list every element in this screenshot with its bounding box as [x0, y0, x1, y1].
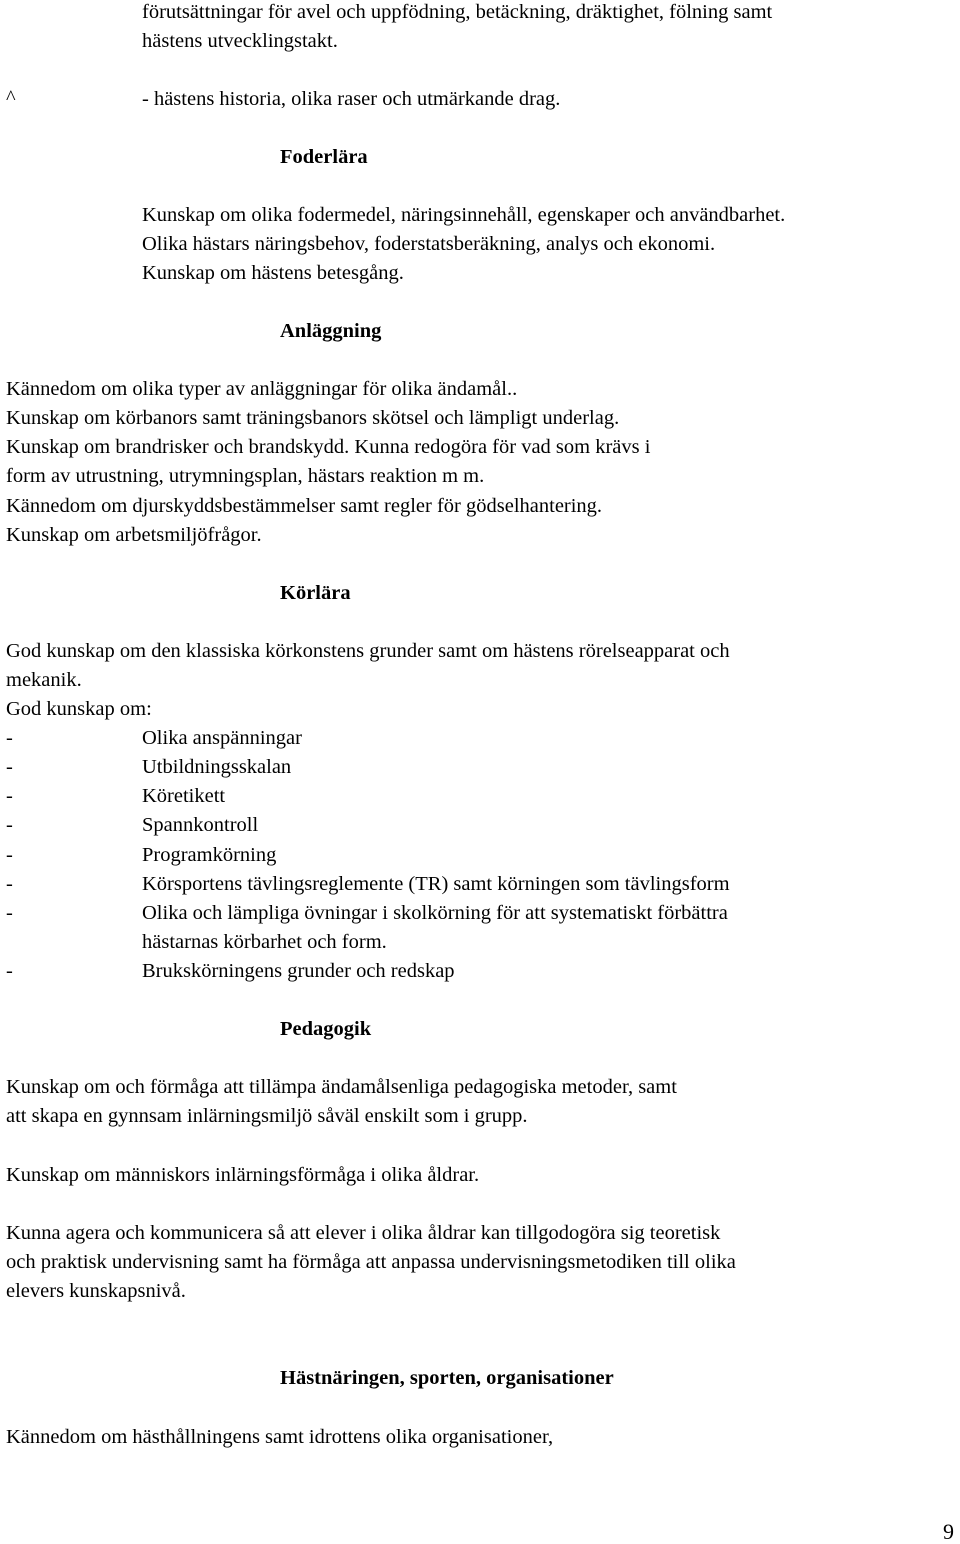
korlara-intro-line-3: God kunskap om:: [6, 698, 152, 720]
heading-hastnaringen: Hästnäringen, sporten, organisationer: [280, 1367, 614, 1389]
pedagogik-para1-line-1: Kunskap om och förmåga att tillämpa ändamålsenliga pedagogiska metoder, samt: [6, 1076, 677, 1098]
caret-mark: ^: [6, 87, 16, 109]
pedagogik-para3-line-3: elevers kunskapsnivå.: [6, 1280, 186, 1302]
anlaggning-line-6: Kunskap om arbetsmiljöfrågor.: [6, 524, 262, 546]
foderlara-line-3: Kunskap om hästens betesgång.: [142, 262, 404, 284]
heading-foderlara: Foderlära: [280, 146, 368, 168]
pedagogik-para3-line-2: och praktisk undervisning samt ha förmåga att anpassa undervisningsmetodiken till olika: [6, 1251, 736, 1273]
korlara-item-3: Köretikett: [142, 785, 226, 807]
heading-pedagogik: Pedagogik: [280, 1018, 372, 1040]
pedagogik-para1-line-2: att skapa en gynnsam inlärningsmiljö såväl enskilt som i grupp.: [6, 1105, 528, 1127]
intro-line-2: hästens utvecklingstakt.: [142, 30, 338, 52]
korlara-intro-line-2: mekanik.: [6, 669, 82, 691]
list-dash: -: [6, 785, 13, 807]
korlara-item-7: Olika och lämpliga övningar i skolkörning för att systematiskt förbättra: [142, 902, 728, 924]
list-dash: -: [6, 844, 13, 866]
anlaggning-line-4: form av utrustning, utrymningsplan, hästars reaktion m m.: [6, 465, 485, 487]
list-dash: -: [6, 902, 13, 924]
korlara-item-1: Olika anspänningar: [142, 727, 302, 749]
list-dash: -: [6, 814, 13, 836]
anlaggning-line-5: Kännedom om djurskyddsbestämmelser samt regler för gödselhantering.: [6, 495, 603, 517]
foderlara-line-1: Kunskap om olika fodermedel, näringsinnehåll, egenskaper och användbarhet.: [142, 204, 786, 226]
page-number: 9: [943, 1519, 954, 1544]
hastnaringen-line-1: Kännedom om hästhållningens samt idrottens olika organisationer,: [6, 1426, 554, 1448]
korlara-item-5: Programkörning: [142, 844, 277, 866]
korlara-item-4: Spannkontroll: [142, 814, 259, 836]
anlaggning-line-1: Kännedom om olika typer av anläggningar för olika ändamål..: [6, 378, 518, 400]
list-dash: -: [6, 960, 13, 982]
heading-anlaggning: Anläggning: [280, 320, 382, 342]
foderlara-line-2: Olika hästars näringsbehov, foderstatsberäkning, analys och ekonomi.: [142, 233, 716, 255]
korlara-item-7-continuation: hästarnas körbarhet och form.: [142, 931, 387, 953]
list-dash: -: [6, 756, 13, 778]
korlara-item-8: Brukskörningens grunder och redskap: [142, 960, 455, 982]
anlaggning-line-3: Kunskap om brandrisker och brandskydd. Kunna redogöra för vad som krävs i: [6, 436, 651, 458]
list-dash: -: [6, 727, 13, 749]
list-dash: -: [6, 873, 13, 895]
history-line: - hästens historia, olika raser och utmärkande drag.: [142, 88, 561, 110]
heading-korlara: Körlära: [280, 582, 351, 604]
korlara-item-2: Utbildningsskalan: [142, 756, 292, 778]
korlara-item-6: Körsportens tävlingsreglemente (TR) samt körningen som tävlingsform: [142, 873, 730, 895]
pedagogik-para2: Kunskap om människors inlärningsförmåga i olika åldrar.: [6, 1164, 480, 1186]
intro-line-1: förutsättningar för avel och uppfödning, betäckning, dräktighet, fölning samt: [142, 1, 773, 23]
anlaggning-line-2: Kunskap om körbanors samt träningsbanors skötsel och lämpligt underlag.: [6, 407, 620, 429]
pedagogik-para3-line-1: Kunna agera och kommunicera så att elever i olika åldrar kan tillgodogöra sig teoretisk: [6, 1222, 721, 1244]
korlara-intro-line-1: God kunskap om den klassiska körkonstens grunder samt om hästens rörelseapparat och: [6, 640, 730, 662]
